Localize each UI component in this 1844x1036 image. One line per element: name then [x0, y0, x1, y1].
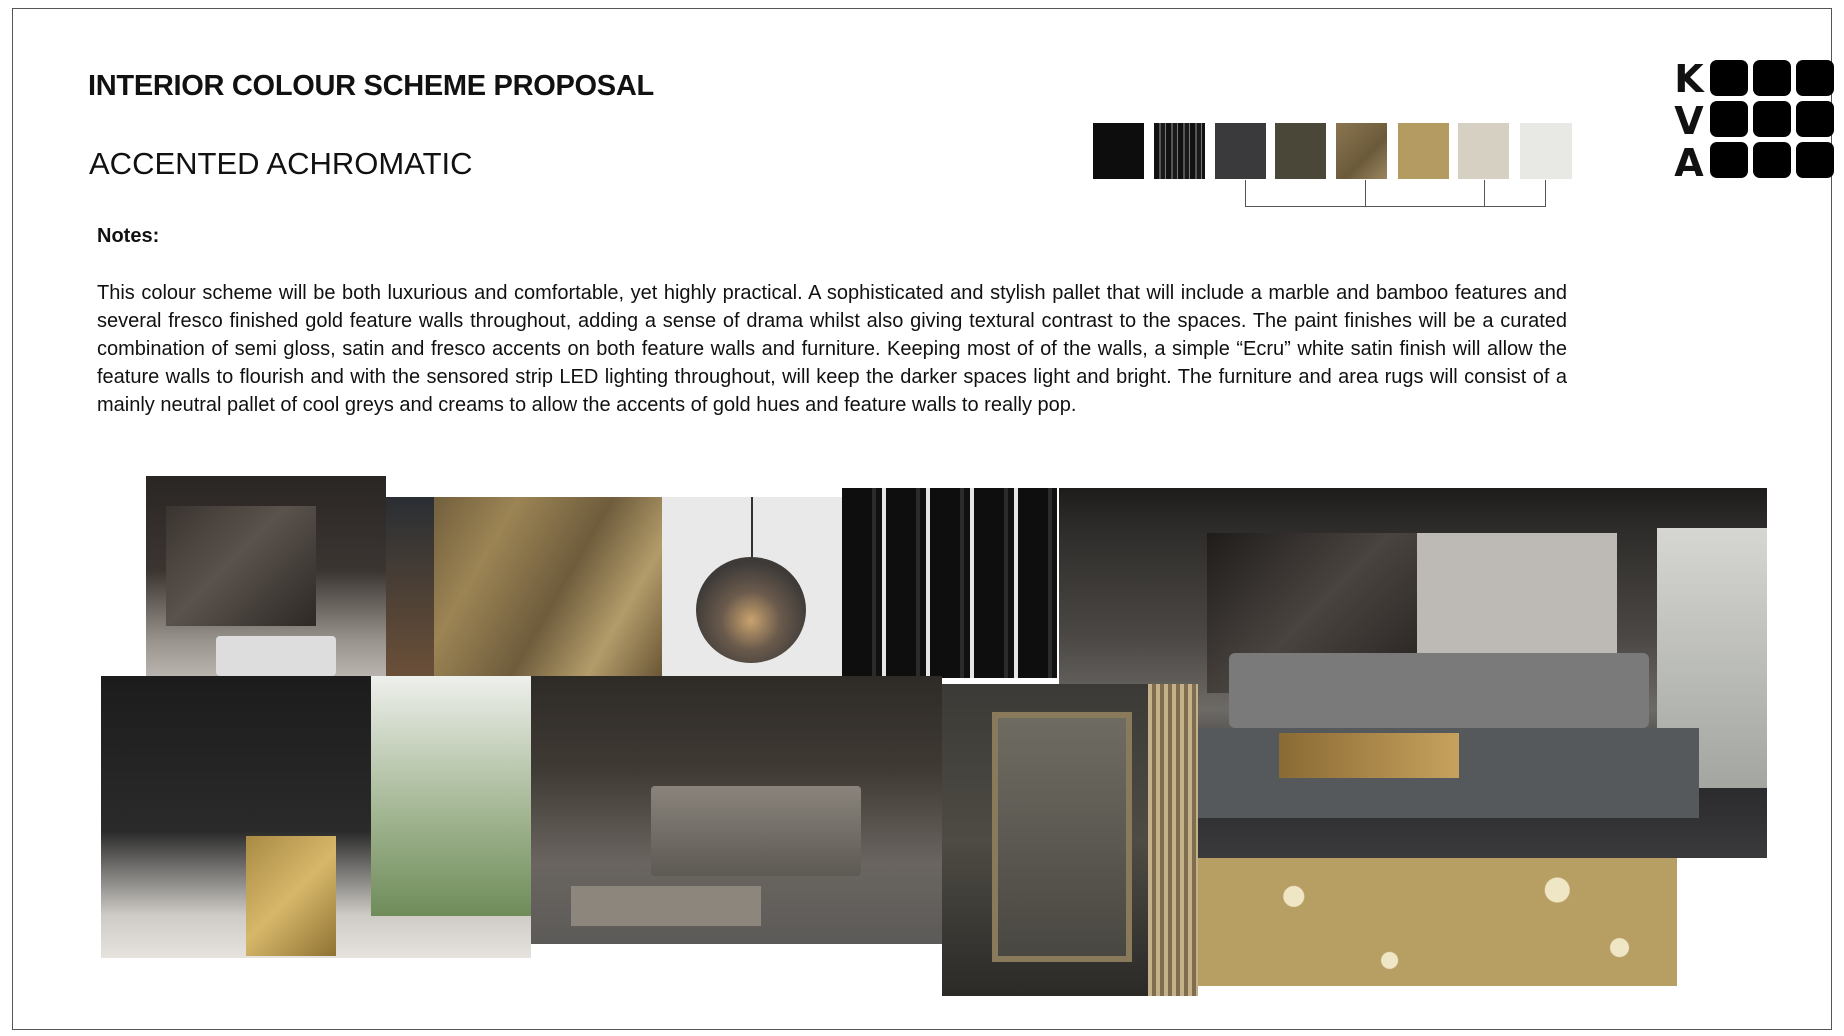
logo-letter-k: K	[1674, 57, 1704, 101]
swatch-warm-grey	[1458, 123, 1509, 179]
bedroom-image	[531, 676, 942, 944]
logo-letter-v: V	[1674, 99, 1704, 143]
kitchen-gold-island-image	[101, 676, 531, 958]
swatch-black-marble	[1093, 123, 1144, 179]
logo-letter-a: A	[1674, 141, 1704, 185]
logo	[1671, 58, 1707, 184]
swatch-group-bracket-tick	[1365, 180, 1366, 207]
swatch-charcoal	[1215, 123, 1266, 179]
notes-label: Notes:	[97, 225, 160, 247]
swatch-group-bracket	[1245, 180, 1546, 207]
swatch-gold-blossom	[1398, 123, 1449, 179]
corridor-image	[942, 684, 1198, 996]
logo-grid-icon	[1710, 60, 1840, 178]
swatch-group-bracket-tick	[1484, 180, 1485, 207]
black-bamboo-image	[842, 488, 1057, 678]
gold-blossom-wallpaper-image	[1198, 858, 1677, 986]
swatch-bronze-fresco	[1336, 123, 1387, 179]
notes-body: This colour scheme will be both luxurious and comfortable, yet highly practical. A sophisticated and stylish pallet that will include a marble and bamboo features and several fresco finished gold feature walls throughout, adding a sense of drama whilst also giving textural contrast to the spaces. The paint finishes will be a curated combination of semi gloss, satin and fresco accents on both feature walls and furniture. Keeping most of of the walls, a simple “Ecru” white satin finish will allow the feature walls to flourish and with the sensored strip LED lighting throughout, will keep the darker spaces light and bright. The furniture and area rugs will consist of a mainly neutral pallet of cool greys and creams to allow the accents of gold hues and feature walls to really pop.	[97, 282, 1567, 416]
pendant-lamp-image	[662, 497, 842, 677]
gold-fresco-wall-image	[386, 497, 662, 677]
swatch-ecru-white	[1520, 123, 1572, 179]
swatch-dark-olive	[1275, 123, 1326, 179]
page-title: INTERIOR COLOUR SCHEME PROPOSAL	[88, 70, 654, 102]
scheme-name: ACCENTED ACHROMATIC	[89, 146, 473, 181]
swatch-black-bamboo	[1154, 123, 1205, 179]
